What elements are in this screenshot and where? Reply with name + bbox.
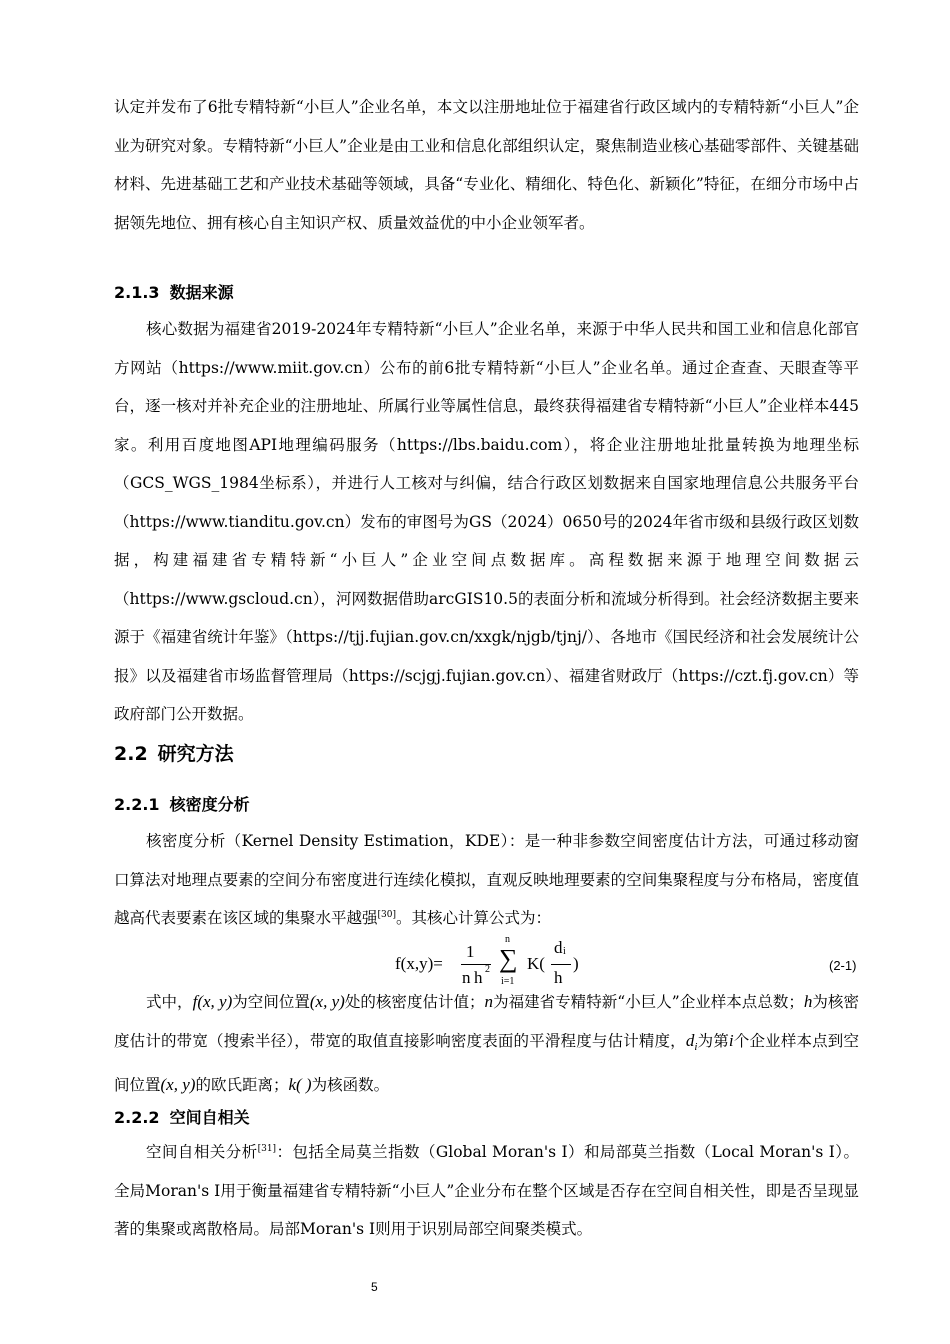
heading-title: 空间自相关 [169,1108,250,1127]
heading-title: 数据来源 [169,283,234,302]
heading-number: 2.1.3 [114,283,160,302]
heading-title: 研究方法 [157,743,234,765]
citation-31: [31] [257,1143,277,1154]
heading-2-2-2 [114,1106,260,1130]
sum-symbol: ∑ [499,944,518,973]
paragraph-kde: 核密度分析（Kernel Density Estimation，KDE）：是一种非参数空间密度估计方法，可通过移动窗口算法对地理点要素的空间分布密度进行连续化模拟，直观反映地理要素的空间集聚程度与分布格局，密度值越高代表要素在该区域的集聚水平越强[30]。其核心计算公式为： [114,832,859,927]
citation-30: [30] [377,909,396,920]
equation-number: (2-1) [829,958,857,973]
heading-title: 核密度分析 [169,795,250,814]
paragraph-spatial-autocorrelation: 空间自相关分析[31]：包括全局莫兰指数（Global Moran's I）和局部莫兰指数（Local Moran's I）。全局Moran's I用于衡量福建省专精特新“小巨人”企业分布在整个区域是否存在空间自相关性，即是否呈现显著的集聚或离散格局。局部Moran's I则用于识别局部空间聚类模式。 [114,1143,859,1238]
paragraph-data-source: 核心数据为福建省2019-2024年专精特新“小巨人”企业名单，来源于中华人民共和国工业和信息化部官方网站（https://www.miit.gov.cn）公布的前6批专精特新“小巨人”企业名单。通过企查查、天眼查等平台，逐一核对并补充企业的注册地址、所属行业等属性信息，最终获得福建省专精特新“小巨人”企业样本445家。利用百度地图API地理编码服务（https://lbs.baidu.com），将企业注册地址批量转换为地理坐标（GCS_WGS_1984坐标系），并进行人工核对与纠偏，结合行政区划数据来自国家地理信息公共服务平台（https://www.tianditu.gov.cn）发布的审图号为GS（2024）0650号的2024年省市级和县级行政区划数据，构建福建省专精特新“小巨人”企业空间点数据库。高程数据来源于地理空间数据云（https://www.gscloud.cn），河网数据借助arcGIS10.5的表面分析和流域分析得到。社会经济数据主要来源于《福建省统计年鉴》（https://tjj.fujian.gov.cn/xxgk/njgb/tjnj/）、各地市《国民经济和社会发展统计公报》以及福建省市场监督管理局（https://scjgj.fujian.gov.cn）、福建省财政厅（https://czt.fj.gov.cn）等政府部门公开数据。 [114,320,859,723]
document-page: 认定并发布了6批专精特新“小巨人”企业名单，本文以注册地址位于福建省行政区域内的专精特新“小巨人”企业为研究对象。专精特新“小巨人”企业是由工业和信息化部组织认定，聚焦制造业核心基础零部件、关键基础材料、先进基础工艺和产业技术基础等领域，具备“专业化、精细化、特色化、新颖化”特征，在细分市场中占据领先地位、拥有核心自主知识产权、质量效益优的中小企业领军者。 2.1.3 数据来源 核心数据为福建省2019-2024年专精特新“小巨人”企业名单，来源于中华人民共和国工业和信息化部官方网站（https://www.miit.gov.cn）公布的前6批专精特新“小巨人”企业名单。通过企查查、天眼查等平台，逐一核对并补充企业的注册地址、所属行业等属性信息，最终获得福建省专精特新“小巨人”企业样本445家。利用百度地图API地理编码服务（https://lbs.baidu.com），将企业注册地址批量转换为地理坐标（GCS_WGS_1984坐标系），并进行人工核对与纠偏，结合行政区划数据来自国家地理信息公共服务平台（https://www.tianditu.gov.cn）发布的审图号为GS（2024）0650号的2024年省市级和县级行政区划数据，构建福建省专精特新“小巨人”企业空间点数据库。高程数据来源于地理空间数据云（https://www.gscloud.cn），河网数据借助arcGIS10.5的表面分析和流域分析得到。社会经济数据主要来源于《福建省统计年鉴》（https://tjj.fujian.gov.cn/xxgk/njgb/tjnj/）、各地市《国民经济和社会发展统计公报》以及福建省市场监督管理局（https://scjgj.fujian.gov.cn）、福建省财政厅（https://czt.fj.gov.cn）等政府部门公开数据。 2.2 研究方法 2.2.1 核密度分析 核密度分析（Kernel Density Estimation，KDE）：是一种非参数空间密度估计方法，可通过移动窗口算法对地理点要素的空间分布密度进行连续化模拟，直观反映地理要素的空间集聚程度与分布格局，密度值越高代表要素在该区域的集聚水平越强[30]。其核心计算公式为： f(x,y)= 1 n h 2 n ∑ i=1 K( d i h ) (2-1) 式中，f(x, y)为空间位置(x, y)处的核密度估计值；n为福建省专精特新“小巨人”企业样本点总数；h为核密度估计的带宽（搜索半径），带宽的取值直接影响密度表面的平滑程度与估计精度，$d_i$为第i个企业样本点到空间位置(x, y)的欧氏距离；k( )为核函数。 2.2.2 空间自相关 空间自相关分析[31]：包括全局莫兰指数（Global Moran's I）和局部莫兰指数（Local Moran's I）。全局Moran's I用于衡量福建省专精特新“小巨人”企业分布在整个区域是否存在空间自相关性，即是否呈现显著的集聚或离散格局。局部Moran's I则用于识别局部空间聚类模式。 5 [0,0,950,1344]
paragraph-enterprise-definition: 认定并发布了6批专精特新“小巨人”企业名单，本文以注册地址位于福建省行政区域内的专精特新“小巨人”企业为研究对象。专精特新“小巨人”企业是由工业和信息化部组织认定，聚焦制造业核心基础零部件、关键基础材料、先进基础工艺和产业技术基础等领域，具备“专业化、精细化、特色化、新颖化”特征，在细分市场中占据领先地位、拥有核心自主知识产权、质量效益优的中小企业领军者。 [114,98,859,232]
heading-2-2 [114,740,244,768]
page-number: 5 [371,1280,378,1294]
heading-number: 2.2 [114,743,148,765]
heading-2-1-3 [114,281,244,305]
paragraph-formula-explanation: 式中，f(x, y)为空间位置(x, y)处的核密度估计值；n为福建省专精特新“小巨人”企业样本点总数；h为核密度估计的带宽（搜索半径），带宽的取值直接影响密度表面的平滑程度与估计精度，$d_i$为第i个企业样本点到空间位置(x, y)的欧氏距离；k( )为核函数。 [114,992,859,1095]
heading-2-2-1 [114,793,260,817]
heading-number: 2.2.1 [114,795,160,814]
heading-number: 2.2.2 [114,1108,160,1127]
